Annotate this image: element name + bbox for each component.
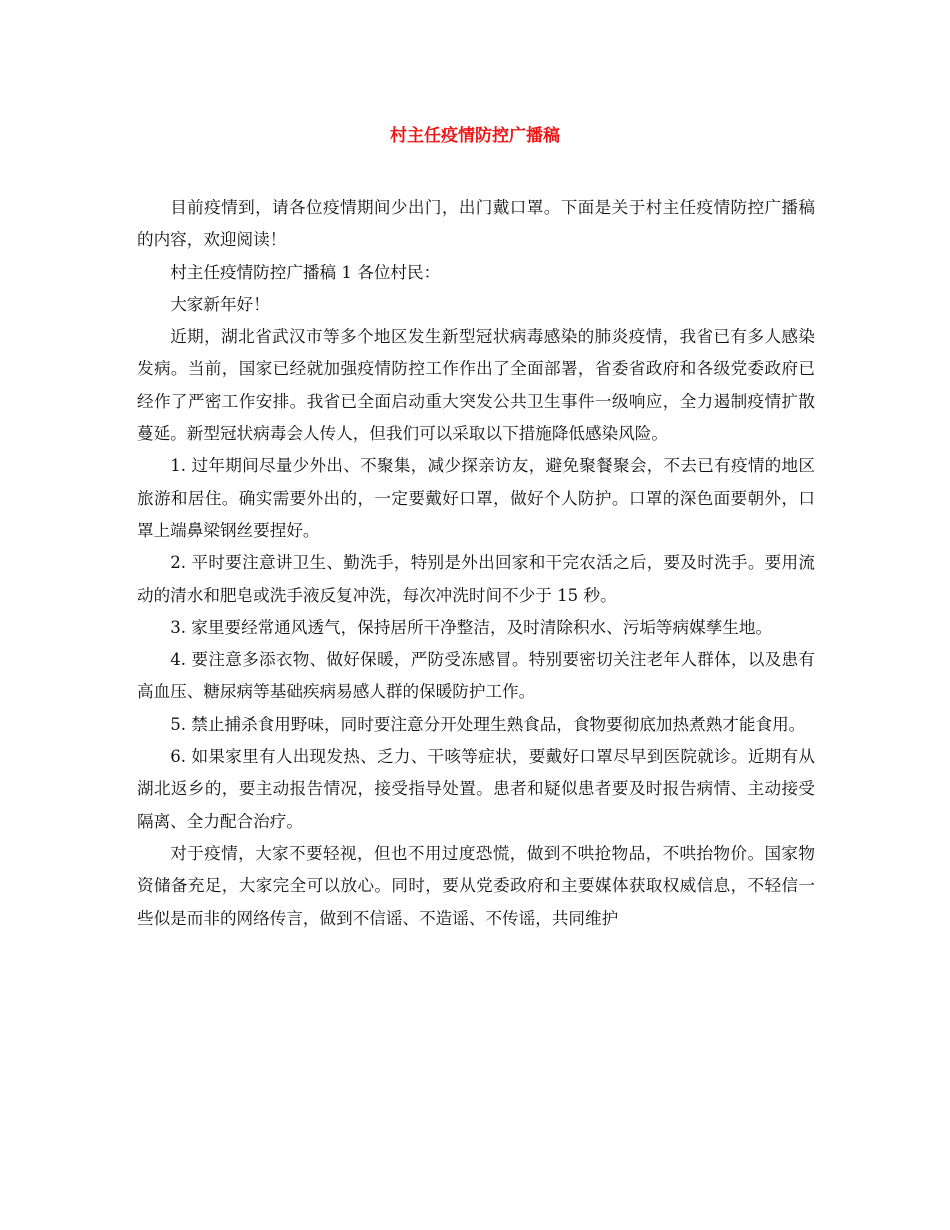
paragraph-item-5: 5. 禁止捕杀食用野味，同时要注意分开处理生熟食品，食物要彻底加热煮熟才能食用。 (170, 714, 806, 734)
paragraph-heading-greeting: 村主任疫情防控广播稿 1 各位村民： (170, 262, 441, 282)
paragraph-situation: 近期，湖北省武汉市等多个地区发生新型冠状病毒感染的肺炎疫情，我省已有多人感染发病。当前，国家已经就加强疫情防控工作作出了全面部署，省委省政府和各级党委政府已经作了严密工作安排。我省已全面启动重大突发公共卫生事件一级响应，全力遏制疫情扩散蔓延。新型冠状病毒会人传人，但我们可以采取以下措施降低感染风险。 (137, 327, 815, 444)
paragraph-item-4: 4. 要注意多添衣物、做好保暖，严防受冻感冒。特别要密切关注老年人群体，以及患有高血压、糖尿病等基础疾病易感人群的保暖防护工作。 (137, 650, 815, 702)
paragraph-item-3: 3. 家里要经常通风透气，保持居所干净整洁，及时清除积水、污垢等病媒孳生地。 (170, 617, 773, 637)
paragraph-item-2: 2. 平时要注意讲卫生、勤洗手，特别是外出回家和干完农活之后，要及时洗手。要用流动的清水和肥皂或洗手液反复冲洗，每次冲洗时间不少于 15 秒。 (137, 553, 815, 605)
document-body (137, 131, 815, 935)
document-title: 村主任疫情防控广播稿 (390, 126, 560, 146)
paragraph-item-6: 6. 如果家里有人出现发热、乏力、干咳等症状，要戴好口罩尽早到医院就诊。近期有从湖北返乡的，要主动报告情况，接受指导处置。患者和疑似患者要及时报告病情、主动接受隔离、全力配合治疗。 (137, 747, 815, 831)
paragraph-intro: 目前疫情到，请各位疫情期间少出门，出门戴口罩。下面是关于村主任疫情防控广播稿的内容，欢迎阅读！ (137, 198, 815, 250)
paragraph-closing: 对于疫情，大家不要轻视，但也不用过度恐慌，做到不哄抢物品，不哄抬物价。国家物资储备充足，大家完全可以放心。同时，要从党委政府和主要媒体获取权威信息，不轻信一些似是而非的网络传言，做到不信谣、不造谣、不传谣，共同维护 (137, 843, 815, 928)
paragraph-new-year: 大家新年好！ (170, 294, 270, 314)
paragraph-item-1: 1. 过年期间尽量少外出、不聚集，减少探亲访友，避免聚餐聚会，不去已有疫情的地区旅游和居住。确实需要外出的，一定要戴好口罩，做好个人防护。口罩的深色面要朝外，口罩上端鼻梁钢丝要捏好。 (137, 456, 815, 540)
